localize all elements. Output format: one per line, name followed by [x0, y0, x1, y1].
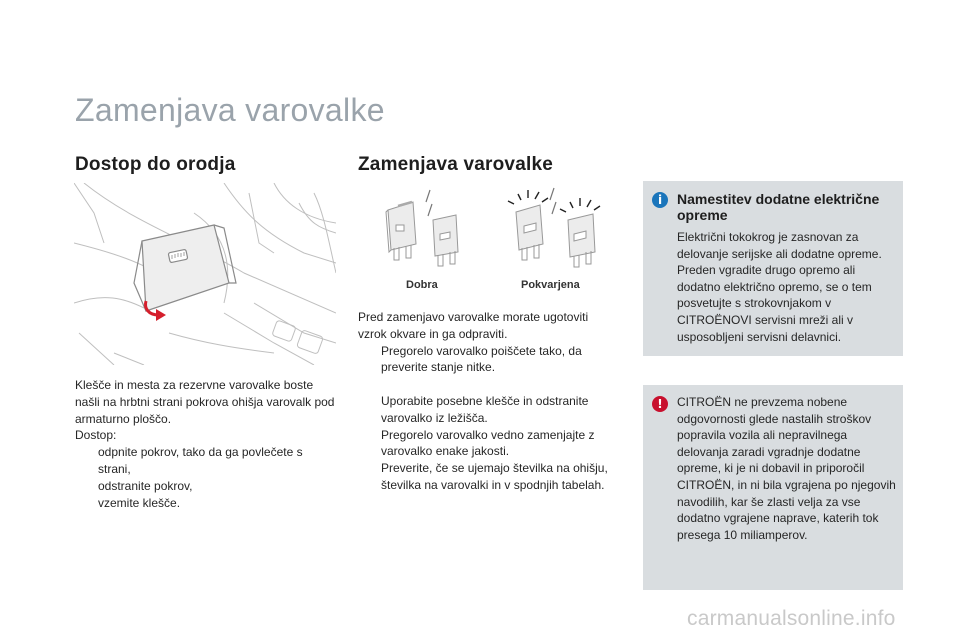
access-intro: Klešče in mesta za rezervne varovalke boste našli na hrbtni strani pokrova ohišja varovalk pod armaturno ploščo. — [75, 378, 335, 426]
replace-intro: Pred zamenjavo varovalke morate ugotoviti vzrok okvare in ga odpraviti. — [358, 310, 589, 341]
list-item: Preverite, če se ujemajo številka na ohišju, številka na varovalki in v spodnjih tabelah. — [381, 461, 608, 492]
info-box-body: Električni tokokrog je zasnovan za delovanje serijske ali dodatne opreme. Preden vgradite drugo opremo ali dodatno električno opremo, se o tem posvetujte s strokovnjakom v CITROËNOVI servisni mreži ali v usposobljeni servisni delavnici. — [677, 230, 882, 344]
access-text — [75, 377, 335, 511]
access-label: Dostop: — [75, 428, 117, 443]
good-fuse-icon — [386, 190, 458, 266]
glovebox-illustration — [74, 183, 336, 365]
replace-text-1 — [358, 309, 620, 376]
list-item: Pregorelo varovalko vedno zamenjajte z varovalko enake jakosti. — [381, 427, 595, 459]
list-item: odpnite pokrov, tako da ga povlečete s strani, — [98, 445, 303, 476]
list-item: Uporabite posebne klešče in odstranite varovalko iz ležišča. — [381, 394, 589, 425]
section-heading-access: Dostop do orodja — [75, 154, 236, 175]
list-item: Pregorelo varovalko poiščete tako, da preverite stanje nitke. — [381, 343, 582, 375]
page-title: Zamenjava varovalke — [75, 92, 385, 128]
fuse-good-label: Dobra — [406, 279, 438, 291]
info-box — [643, 181, 903, 356]
info-box-title: Namestitev dodatne električne opreme — [677, 191, 880, 223]
list-item: vzemite klešče. — [98, 495, 181, 510]
blown-fuse-icon — [508, 188, 600, 267]
warning-box — [643, 385, 903, 590]
warning-icon: ! — [652, 396, 668, 412]
info-icon: i — [652, 192, 668, 208]
warning-box-body: CITROËN ne prevzema nobene odgovornosti glede nastalih stroškov popravila vozila ali nepravilnega delovanja zaradi vgradnje dodatne opreme, ki je ni dobavil in priporočil CITROËN, in ni bila vgrajena po njegovih navodilih, kar še zlasti velja za vse dodatno vgrajene naprave, katerih tok presega 10 miliamperov. — [677, 395, 896, 542]
fuse-illustration — [358, 180, 620, 298]
fuse-bad-label: Pokvarjena — [521, 279, 580, 291]
section-heading-replace: Zamenjava varovalke — [358, 154, 553, 175]
replace-text-2 — [358, 393, 620, 494]
watermark: carmanualsonline.info — [687, 607, 896, 630]
list-item: odstranite pokrov, — [98, 478, 193, 493]
